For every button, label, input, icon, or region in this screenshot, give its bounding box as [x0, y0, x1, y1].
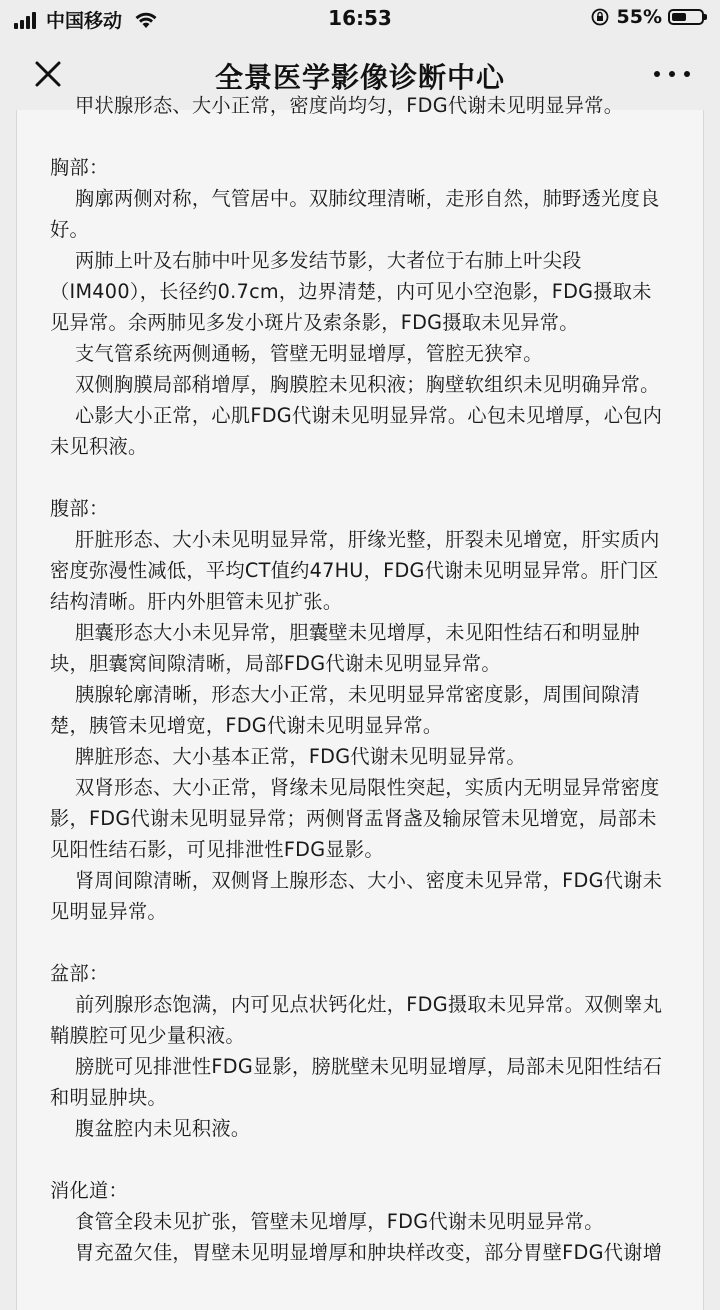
- battery-percent: 55%: [616, 6, 662, 28]
- section-heading-digestive: 消化道：: [50, 1179, 128, 1202]
- report-line: 结构清晰。肝内外胆管未见扩张。: [50, 590, 343, 613]
- carrier-name: 中国移动: [46, 10, 123, 32]
- report-line: 食管全段未见扩张，管壁未见增厚，FDG代谢未见明显异常。: [75, 1210, 604, 1233]
- report-line: 心影大小正常，心肌FDG代谢未见明显异常。心包未见增厚，心包内: [75, 404, 663, 427]
- report-line: 肾周间隙清晰，双侧肾上腺形态、大小、密度未见异常，FDG代谢未: [75, 869, 663, 892]
- report-line: 支气管系统两侧通畅，管壁无明显增厚，管腔无狭窄。: [75, 342, 543, 365]
- report-line: 影，FDG代谢未见明显异常；两侧肾盂肾盏及输尿管未见增宽，局部未: [50, 807, 657, 830]
- close-icon[interactable]: [28, 54, 68, 94]
- status-bar: [0, 0, 720, 38]
- section-heading-abdomen: 腹部：: [50, 497, 109, 520]
- clock: 16:53: [328, 6, 392, 30]
- section-heading-chest: 胸部：: [50, 156, 109, 179]
- status-right: [591, 6, 704, 28]
- report-line: 胸廓两侧对称，气管居中。双肺纹理清晰，走形自然，肺野透光度良: [75, 187, 660, 210]
- report-line: 腹盆腔内未见积液。: [75, 1117, 251, 1140]
- section-pelvis: [50, 989, 706, 1144]
- report-line: 双侧胸膜局部稍增厚，胸膜腔未见积液；胸壁软组织未见明确异常。: [75, 373, 660, 396]
- report-line: 脾脏形态、大小基本正常，FDG代谢未见明显异常。: [75, 745, 526, 768]
- report-line: 楚，胰管未见增宽，FDG代谢未见明显异常。: [50, 714, 443, 737]
- report-line: 和明显肿块。: [50, 1086, 167, 1109]
- rotation-lock-icon: [591, 8, 609, 26]
- report-line: （IM400），长径约0.7cm，边界清楚，内可见小空泡影，FDG摄取未: [50, 280, 652, 303]
- report-line: 胆囊形态大小未见异常，胆囊壁未见增厚，未见阳性结石和明显肿: [75, 621, 641, 644]
- report-line: 密度弥漫性减低，平均CT值约47HU，FDG代谢未见明显异常。肝门区: [50, 559, 659, 582]
- report-line: 两肺上叶及右肺中叶见多发结节影，大者位于右肺上叶尖段: [75, 249, 582, 272]
- battery-icon: [668, 9, 704, 25]
- report-line: 好。: [50, 218, 89, 241]
- report-line: 块，胆囊窝间隙清晰，局部FDG代谢未见明显异常。: [50, 652, 501, 675]
- report-line: 前列腺形态饱满，内可见点状钙化灶，FDG摄取未见异常。双侧睾丸: [75, 993, 663, 1016]
- section-abdomen: [50, 524, 706, 927]
- report-line: 见明显异常。: [50, 900, 167, 923]
- more-options-icon[interactable]: [654, 68, 690, 80]
- article-viewport[interactable]: [0, 94, 720, 1280]
- partial-line: 甲状腺形态、大小正常，密度尚均匀，FDG代谢未见明显异常。: [75, 94, 624, 117]
- section-chest: [50, 183, 706, 462]
- report-line: 见异常。余两肺见多发小斑片及索条影，FDG摄取未见异常。: [50, 311, 579, 334]
- report-line: 胰腺轮廓清晰，形态大小正常，未见明显异常密度影，周围间隙清: [75, 683, 641, 706]
- report-line: 见阳性结石影，可见排泄性FDG显影。: [50, 838, 384, 861]
- section-digestive: [50, 1206, 706, 1268]
- report-line: 膀胱可见排泄性FDG显影，膀胱壁未见明显增厚，局部未见阳性结石: [75, 1055, 663, 1078]
- report-line: 双肾形态、大小正常，肾缘未见局限性突起，实质内无明显异常密度: [75, 776, 660, 799]
- report-line: 胃充盈欠佳，胃壁未见明显增厚和肿块样改变，部分胃壁FDG代谢增: [75, 1241, 663, 1264]
- report-line: 鞘膜腔可见少量积液。: [50, 1024, 245, 1047]
- report-line: 肝脏形态、大小未见明显异常，肝缘光整，肝裂未见增宽，肝实质内: [75, 528, 660, 551]
- report-line: 未见积液。: [50, 435, 148, 458]
- report-panel: [16, 94, 704, 1310]
- section-heading-pelvis: 盆部：: [50, 962, 109, 985]
- report-text: [50, 90, 706, 1268]
- page-title: 全景医学影像诊断中心: [214, 61, 505, 94]
